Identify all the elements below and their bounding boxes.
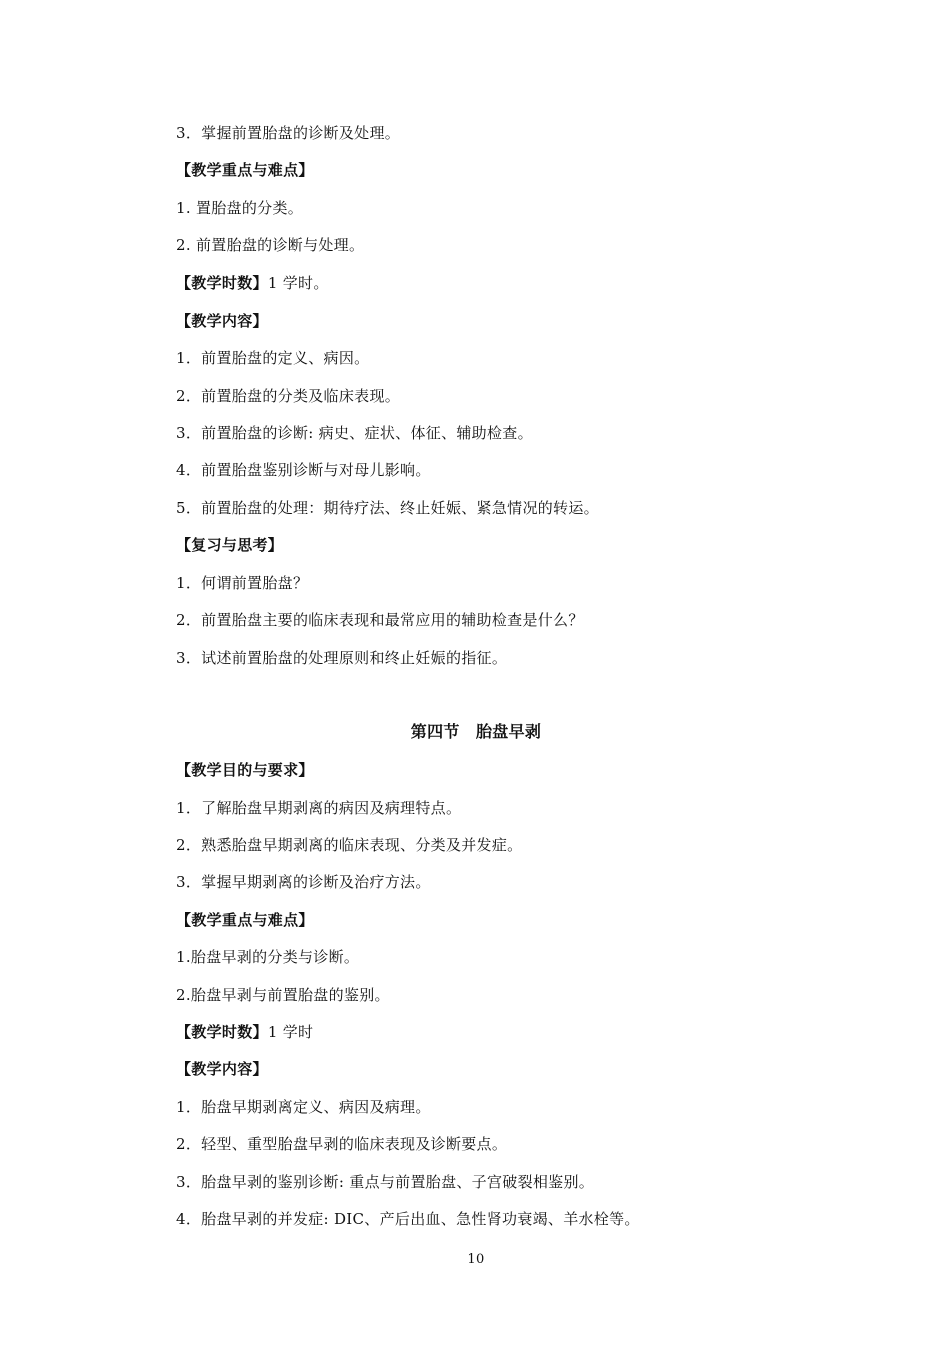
teaching-hours-label: 【教学时数】 (176, 1023, 268, 1041)
key-point-2-text: 2.胎盘早剥与前置胎盘的鉴别。 (176, 986, 390, 1004)
review-item: 1．何谓前置胎盘？ (176, 574, 309, 592)
review-item: 2．前置胎盘主要的临床表现和最常应用的辅助检查是什么？ (176, 611, 584, 629)
content-item: 2．前置胎盘的分类及临床表现。 (176, 387, 401, 405)
page-number: 10 (467, 1252, 485, 1267)
content-item: 2．轻型、重型胎盘早剥的临床表现及诊断要点。 (176, 1135, 508, 1153)
teaching-content-heading: 【教学内容】 (176, 312, 268, 330)
key-point-1-text: 1. 置胎盘的分类。 (176, 199, 304, 217)
teaching-hours-label: 【教学时数】 (176, 274, 268, 292)
key-point-2-text: 2. 前置胎盘的诊断与处理。 (176, 236, 365, 254)
review-item: 3．试述前置胎盘的处理原则和终止妊娠的指征。 (176, 649, 508, 667)
objective-3-text: 3．掌握前置胎盘的诊断及处理。 (176, 124, 401, 142)
objective-item: 1．了解胎盘早期剥离的病因及病理特点。 (176, 799, 462, 817)
content-item: 3．胎盘早剥的鉴别诊断: 重点与前置胎盘、子宫破裂相鉴别。 (176, 1173, 595, 1191)
teaching-hours-value: 1 学时 (267, 1023, 314, 1041)
objective-item: 2．熟悉胎盘早期剥离的临床表现、分类及并发症。 (176, 836, 523, 854)
content-item: 1．前置胎盘的定义、病因。 (176, 349, 370, 367)
teaching-hours-line (176, 273, 329, 293)
objectives-heading: 【教学目的与要求】 (176, 761, 314, 779)
teaching-hours-line (176, 1022, 313, 1042)
content-item: 3．前置胎盘的诊断: 病史、症状、体征、辅助检查。 (176, 424, 533, 442)
teaching-content-heading: 【教学内容】 (176, 1060, 268, 1078)
key-point-1-text: 1.胎盘早剥的分类与诊断。 (176, 948, 360, 966)
section-title: 第四节 胎盘早剥 (410, 722, 542, 741)
review-heading: 【复习与思考】 (176, 536, 284, 554)
content-item: 4．胎盘早剥的并发症: DIC、产后出血、急性肾功衰竭、羊水栓等。 (176, 1210, 640, 1228)
key-points-heading: 【教学重点与难点】 (176, 911, 314, 929)
key-points-heading: 【教学重点与难点】 (176, 161, 314, 179)
teaching-hours-value: 1 学时。 (267, 274, 329, 292)
content-item: 4．前置胎盘鉴别诊断与对母儿影响。 (176, 461, 431, 479)
content-item: 1．胎盘早期剥离定义、病因及病理。 (176, 1098, 431, 1116)
objective-item: 3．掌握早期剥离的诊断及治疗方法。 (176, 873, 431, 891)
content-item: 5．前置胎盘的处理：期待疗法、终止妊娠、紧急情况的转运。 (176, 499, 599, 517)
